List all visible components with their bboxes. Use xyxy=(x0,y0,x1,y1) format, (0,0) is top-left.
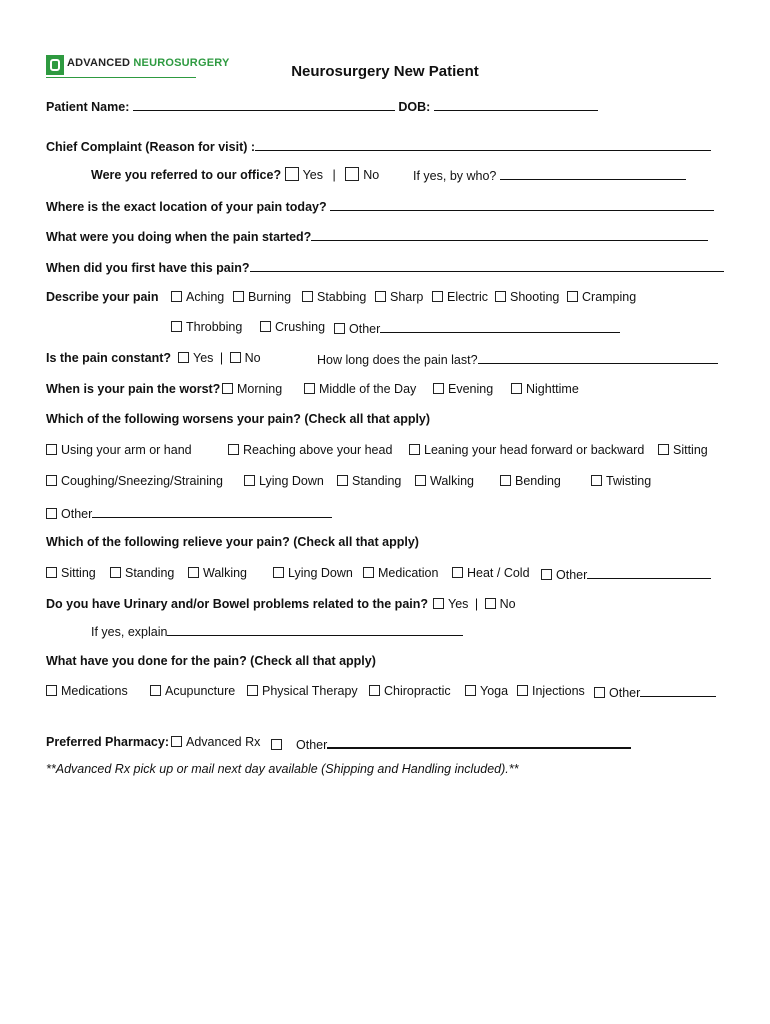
option-label: Sharp xyxy=(390,290,424,304)
checkbox[interactable] xyxy=(304,383,315,394)
logo-word-neurosurgery: NEUROSURGERY xyxy=(133,57,230,69)
option-label: Sitting xyxy=(673,443,708,457)
describe-other-field[interactable] xyxy=(380,320,620,333)
checkbox[interactable] xyxy=(233,291,244,302)
pain-first-question: When did you first have this pain? xyxy=(46,261,250,275)
describe-other[interactable] xyxy=(334,320,620,336)
checkbox[interactable] xyxy=(302,291,313,302)
referral-no-checkbox[interactable] xyxy=(345,167,359,181)
worsens-walking[interactable] xyxy=(415,474,474,488)
option-label: Injections xyxy=(532,684,585,698)
checkbox[interactable] xyxy=(415,475,426,486)
checkbox[interactable] xyxy=(188,567,199,578)
describe-crushing[interactable] xyxy=(260,320,325,334)
option-label: Standing xyxy=(352,474,402,488)
describe-cramping[interactable] xyxy=(567,290,636,304)
option-label: Medications xyxy=(61,684,128,698)
checkbox[interactable] xyxy=(369,685,380,696)
bowel-no-checkbox[interactable] xyxy=(485,598,496,609)
pharmacy-other-field[interactable] xyxy=(327,735,631,749)
checkbox[interactable] xyxy=(591,475,602,486)
checkbox[interactable] xyxy=(228,444,239,455)
worsens-lying-down[interactable] xyxy=(244,474,324,488)
dob-field[interactable] xyxy=(434,98,598,111)
pharmacy-label: Preferred Pharmacy: xyxy=(46,735,169,749)
option-label: Advanced Rx xyxy=(186,735,261,749)
checkbox[interactable] xyxy=(363,567,374,578)
pharmacy-other[interactable] xyxy=(271,735,631,752)
treatment-physical-therapy[interactable] xyxy=(247,684,358,698)
bowel-explain-field[interactable] xyxy=(167,623,463,636)
worsens-reaching[interactable] xyxy=(228,443,392,457)
bowel-explain-label: If yes, explain xyxy=(91,625,168,639)
option-label: Morning xyxy=(237,382,283,396)
checkbox[interactable] xyxy=(46,508,57,519)
checkbox[interactable] xyxy=(260,321,271,332)
worsens-leaning-head[interactable] xyxy=(409,443,644,457)
option-label: Using your arm or hand xyxy=(61,443,192,457)
checkbox[interactable] xyxy=(511,383,522,394)
option-label: Bending xyxy=(515,474,561,488)
option-label: Yoga xyxy=(480,684,509,698)
describe-stabbing[interactable] xyxy=(302,290,366,304)
pain-first-field[interactable] xyxy=(250,259,724,272)
worsens-other[interactable] xyxy=(46,505,332,521)
option-label: Twisting xyxy=(606,474,652,488)
relieve-other[interactable] xyxy=(541,566,711,582)
option-label: Reaching above your head xyxy=(243,443,393,457)
worsens-other-field[interactable] xyxy=(92,505,332,518)
bowel-separator: | xyxy=(474,597,479,611)
referral-separator: | xyxy=(332,168,336,182)
referral-row xyxy=(91,167,379,182)
patient-name-row xyxy=(46,98,598,114)
relieve-heat-cold[interactable] xyxy=(452,566,530,580)
relieve-heading: Which of the following relieve your pain? (Check all that apply) xyxy=(46,535,419,549)
treatment-chiropractic[interactable] xyxy=(369,684,451,698)
describe-throbbing[interactable] xyxy=(171,320,242,334)
worsens-twisting[interactable] xyxy=(591,474,651,488)
patient-name-field[interactable] xyxy=(133,98,395,111)
relieve-other-field[interactable] xyxy=(587,566,711,579)
option-label: Middle of the Day xyxy=(319,382,417,396)
option-label: Electric xyxy=(447,290,488,304)
constant-no-checkbox[interactable] xyxy=(230,352,241,363)
worsens-bending[interactable] xyxy=(500,474,561,488)
checkbox[interactable] xyxy=(337,475,348,486)
option-label: Other xyxy=(556,568,588,582)
describe-shooting[interactable] xyxy=(495,290,559,304)
option-label: Standing xyxy=(125,566,175,580)
treatment-other-field[interactable] xyxy=(640,684,716,697)
checkbox[interactable] xyxy=(594,687,605,698)
option-label: Shooting xyxy=(510,290,560,304)
checkbox[interactable] xyxy=(150,685,161,696)
relieve-sitting[interactable] xyxy=(46,566,96,580)
checkbox[interactable] xyxy=(171,291,182,302)
worst-middle-of-day[interactable] xyxy=(304,382,416,396)
relieve-lying-down[interactable] xyxy=(273,566,353,580)
logo-word-advanced: ADVANCED xyxy=(67,57,131,69)
checkbox[interactable] xyxy=(517,685,528,696)
constant-yes-checkbox[interactable] xyxy=(178,352,189,363)
checkbox[interactable] xyxy=(171,736,182,747)
checkbox[interactable] xyxy=(273,567,284,578)
patient-name-label: Patient Name: xyxy=(46,100,130,114)
option-label: Throbbing xyxy=(186,320,243,334)
option-label: Lying Down xyxy=(288,566,353,580)
option-label: Stabbing xyxy=(317,290,367,304)
worsens-using-arm[interactable] xyxy=(46,443,192,457)
referral-no-label: No xyxy=(363,168,380,182)
option-label: Sitting xyxy=(61,566,96,580)
treatment-heading: What have you done for the pain? (Check all that apply) xyxy=(46,654,376,668)
checkbox[interactable] xyxy=(452,567,463,578)
checkbox[interactable] xyxy=(222,383,233,394)
option-label: Nighttime xyxy=(526,382,579,396)
treatment-medications[interactable] xyxy=(46,684,128,698)
bowel-yes-checkbox[interactable] xyxy=(433,598,444,609)
constant-separator: | xyxy=(219,351,224,365)
checkbox[interactable] xyxy=(495,291,506,302)
pain-location-question: Where is the exact location of your pain today? xyxy=(46,200,327,214)
option-label: Other xyxy=(61,507,93,521)
option-label: Other xyxy=(296,738,328,752)
worsens-coughing[interactable] xyxy=(46,474,223,488)
worst-evening[interactable] xyxy=(433,382,493,396)
worsens-sitting[interactable] xyxy=(658,443,708,457)
checkbox[interactable] xyxy=(247,685,258,696)
option-label: Walking xyxy=(203,566,247,580)
checkbox[interactable] xyxy=(500,475,511,486)
relieve-medication[interactable] xyxy=(363,566,438,580)
referral-question: Were you referred to our office? xyxy=(91,168,282,182)
dob-label: DOB: xyxy=(398,100,431,114)
checkbox[interactable] xyxy=(271,739,282,750)
option-label: Evening xyxy=(448,382,494,396)
bowel-yes-label: Yes xyxy=(448,597,469,611)
pain-duration-row xyxy=(317,351,718,367)
checkbox[interactable] xyxy=(409,444,420,455)
pain-constant-label: Is the pain constant? xyxy=(46,351,172,365)
describe-electric[interactable] xyxy=(432,290,488,304)
checkbox[interactable] xyxy=(46,444,57,455)
pharmacy-footnote: **Advanced Rx pick up or mail next day available (Shipping and Handling included).** xyxy=(46,762,519,776)
pain-constant-options xyxy=(178,351,261,365)
pain-worst-label: When is your pain the worst? xyxy=(46,382,221,396)
describe-aching[interactable] xyxy=(171,290,224,304)
checkbox[interactable] xyxy=(567,291,578,302)
option-label: Other xyxy=(609,686,641,700)
option-label: Lying Down xyxy=(259,474,324,488)
option-label: Leaning your head forward or backward xyxy=(424,443,645,457)
relieve-standing[interactable] xyxy=(110,566,174,580)
relieve-walking[interactable] xyxy=(188,566,247,580)
chief-complaint-label: Chief Complaint (Reason for visit) : xyxy=(46,140,256,154)
option-label: Burning xyxy=(248,290,292,304)
pharmacy-advanced-rx[interactable] xyxy=(171,735,260,749)
describe-sharp[interactable] xyxy=(375,290,423,304)
pain-location-field[interactable] xyxy=(330,198,714,211)
checkbox[interactable] xyxy=(46,475,57,486)
checkbox[interactable] xyxy=(375,291,386,302)
referral-who-label: If yes, by who? xyxy=(413,169,497,183)
bowel-options xyxy=(433,597,516,611)
worst-nighttime[interactable] xyxy=(511,382,579,396)
page-title: Neurosurgery New Patient xyxy=(291,63,479,80)
worsens-heading: Which of the following worsens your pain? (Check all that apply) xyxy=(46,412,431,426)
checkbox[interactable] xyxy=(334,323,345,334)
bowel-question: Do you have Urinary and/or Bowel problems related to the pain? xyxy=(46,597,429,611)
pain-duration-field[interactable] xyxy=(478,351,718,364)
referral-who-row xyxy=(413,167,686,183)
treatment-other[interactable] xyxy=(594,684,716,700)
pain-start-activity-row xyxy=(46,228,708,244)
option-label: Acupuncture xyxy=(165,684,236,698)
worst-morning[interactable] xyxy=(222,382,282,396)
option-label: Aching xyxy=(186,290,225,304)
option-label: Coughing/Sneezing/Straining xyxy=(61,474,223,488)
checkbox[interactable] xyxy=(433,383,444,394)
pain-start-activity-question: What were you doing when the pain started? xyxy=(46,230,312,244)
option-label: Medication xyxy=(378,566,439,580)
checkbox[interactable] xyxy=(171,321,182,332)
checkbox[interactable] xyxy=(465,685,476,696)
describe-burning[interactable] xyxy=(233,290,291,304)
chief-complaint-field[interactable] xyxy=(255,138,711,151)
referral-who-field[interactable] xyxy=(500,167,686,180)
checkbox[interactable] xyxy=(658,444,669,455)
chief-complaint-row xyxy=(46,138,711,154)
bowel-no-label: No xyxy=(499,597,516,611)
referral-yes-checkbox[interactable] xyxy=(285,167,299,181)
treatment-acupuncture[interactable] xyxy=(150,684,235,698)
checkbox[interactable] xyxy=(46,685,57,696)
checkbox[interactable] xyxy=(541,569,552,580)
treatment-yoga[interactable] xyxy=(465,684,508,698)
worsens-standing[interactable] xyxy=(337,474,401,488)
option-label: Walking xyxy=(430,474,474,488)
bowel-explain-row xyxy=(91,623,463,639)
option-label: Heat / Cold xyxy=(467,566,530,580)
pain-duration-label: How long does the pain last? xyxy=(317,353,478,367)
constant-no-label: No xyxy=(244,351,261,365)
checkbox[interactable] xyxy=(46,567,57,578)
pain-location-row xyxy=(46,198,714,214)
option-label: Physical Therapy xyxy=(262,684,358,698)
pain-start-activity-field[interactable] xyxy=(311,228,708,241)
option-label: Cramping xyxy=(582,290,637,304)
checkbox[interactable] xyxy=(244,475,255,486)
describe-pain-label: Describe your pain xyxy=(46,290,159,304)
pain-first-row xyxy=(46,259,724,275)
checkbox[interactable] xyxy=(432,291,443,302)
option-label: Crushing xyxy=(275,320,326,334)
option-label: Chiropractic xyxy=(384,684,451,698)
option-label: Other xyxy=(349,322,381,336)
constant-yes-label: Yes xyxy=(193,351,214,365)
checkbox[interactable] xyxy=(110,567,121,578)
treatment-injections[interactable] xyxy=(517,684,585,698)
referral-yes-label: Yes xyxy=(302,168,323,182)
